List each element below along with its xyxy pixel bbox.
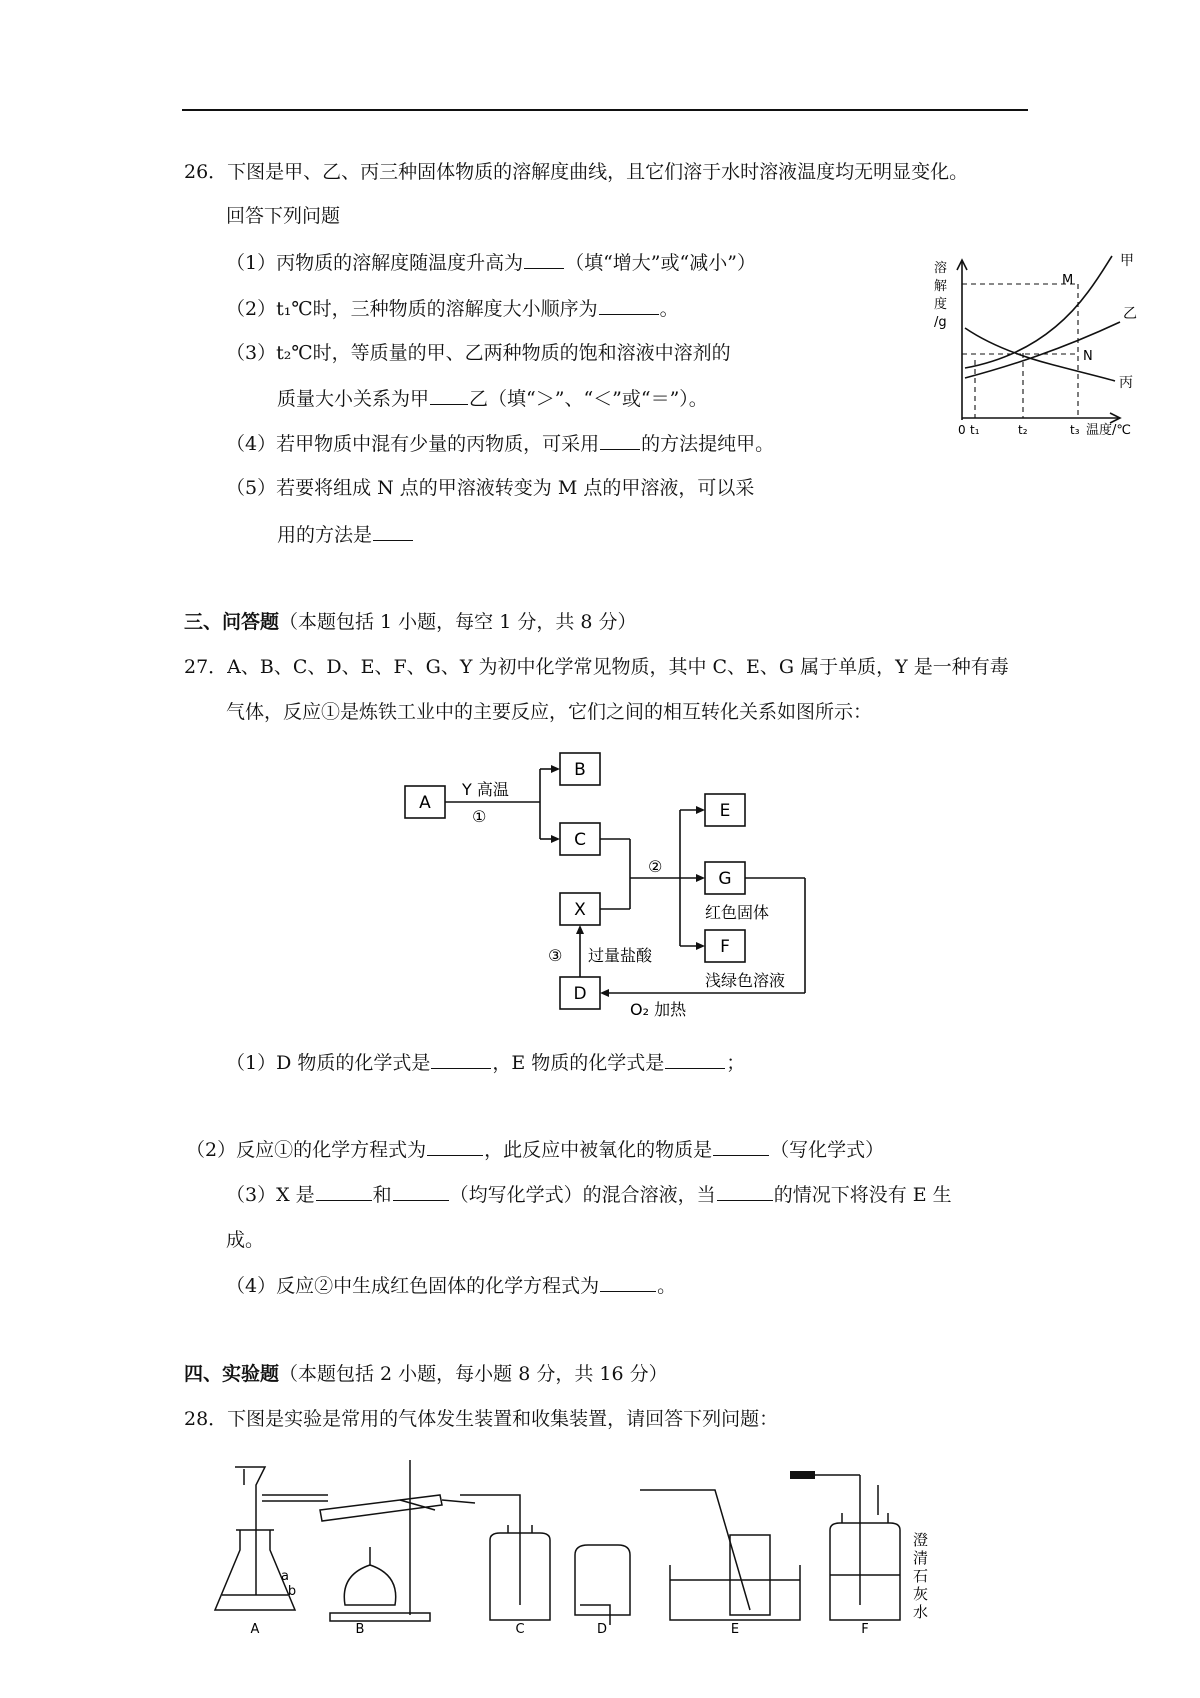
q28-stem: 28．下图是实验是常用的气体发生装置和收集装置，请回答下列问题： [184,1408,779,1430]
mark-b: b [287,1584,297,1599]
q26-part2: （2）t₁℃时，三种物质的溶解度大小顺序为 。 [226,298,679,320]
reaction-network-diagram [400,750,860,1040]
arrow1-condition: Y 高温 [462,780,509,799]
apparatus-label-e: E [730,1622,740,1635]
graph-y-label-4: /g [934,315,947,330]
f-note-char-1: 澄 [913,1531,929,1549]
graph-y-label-1: 溶 [934,261,948,276]
header-rule [182,109,1028,111]
answer-blank[interactable] [599,296,659,315]
q27-stem-line2: 气体，反应①是炼铁工业中的主要反应，它们之间的相互转化关系如图所示： [226,701,873,723]
box-d: D [573,984,587,1004]
q26-stem-line2: 回答下列问题 [226,205,341,227]
q26-part4: （4）若甲物质中混有少量的丙物质，可采用 的方法提纯甲。 [226,433,775,455]
graph-tick-t2: t₂ [1018,423,1028,435]
answer-blank[interactable] [717,1182,773,1201]
answer-blank[interactable] [427,1137,483,1156]
q27-part3-line2: 成。 [226,1229,265,1251]
graph-origin: 0 [958,423,966,435]
f-note-char-3: 石 [913,1567,929,1585]
curve-label-bing: 丙 [1119,375,1133,391]
section3-heading: 三、问答题（本题包括 1 小题，每空 1 分，共 8 分） [184,611,637,633]
graph-tick-t3: t₃ [1070,423,1080,435]
answer-blank[interactable] [600,1273,656,1292]
answer-blank[interactable] [393,1182,449,1201]
curve-label-jia: 甲 [1120,253,1134,269]
apparatus-label-f: F [861,1622,869,1635]
o2-heat-label: O₂ 加热 [630,1000,687,1019]
q26-stem-line1: 26．下图是甲、乙、丙三种固体物质的溶解度曲线，且它们溶于水时溶液温度均无明显变化。 [184,161,969,183]
graph-x-label: 温度/℃ [1086,423,1131,435]
curve-label-yi: 乙 [1123,306,1137,322]
f-note-char-5: 水 [913,1603,929,1621]
box-a: A [419,793,431,813]
apparatus-label-b: B [355,1622,365,1635]
box-g: G [718,869,732,889]
reaction3-number: ③ [548,946,563,965]
q27-stem-line1: 27．A、B、C、D、E、F、G、Y 为初中化学常见物质，其中 C、E、G 属于单质，Y 是一种有毒 [184,656,1009,678]
q27-part3-line1: （3）X 是 和 （均写化学式）的混合溶液，当 的情况下将没有 E 生 [226,1184,952,1206]
q26-part1: （1）丙物质的溶解度随温度升高为 （填“增大”或“减小”） [226,252,756,274]
answer-blank[interactable] [524,250,564,269]
graph-y-label-2: 解 [934,279,948,294]
reaction2-number: ② [648,857,663,876]
answer-blank[interactable] [316,1182,372,1201]
box-f: F [720,937,730,957]
box-b: B [574,760,586,780]
q27-part1: （1）D 物质的化学式是 ，E 物质的化学式是 ； [226,1052,746,1074]
apparatus-label-a: A [250,1622,260,1635]
f-note-char-4: 灰 [913,1585,929,1603]
answer-blank[interactable] [430,386,468,405]
f-note: 浅绿色溶液 [705,971,786,990]
q26-part3-line2: 质量大小关系为甲 乙（填“＞”、“＜”或“＝”）。 [277,388,708,410]
f-note-char-2: 清 [913,1549,929,1567]
reaction3-reagent: 过量盐酸 [588,946,653,965]
section4-heading: 四、实验题（本题包括 2 小题，每小题 8 分，共 16 分） [184,1363,668,1385]
graph-y-label-3: 度 [934,297,948,312]
answer-blank[interactable] [713,1137,769,1156]
g-note: 红色固体 [705,903,770,922]
apparatus-figure [210,1455,1040,1635]
point-label-m: M [1062,273,1074,288]
mark-a: a [281,1569,289,1584]
solubility-graph [920,250,1150,435]
q26-part3-line1: （3）t₂℃时，等质量的甲、乙两种物质的饱和溶液中溶剂的 [226,342,731,364]
box-c: C [574,830,586,850]
q26-part5-line2: 用的方法是 [277,522,414,547]
q26-part5-line1: （5）若要将组成 N 点的甲溶液转变为 M 点的甲溶液，可以采 [226,477,755,499]
arrow1-number: ① [472,807,487,826]
apparatus-label-d: D [596,1622,608,1635]
point-label-n: N [1083,349,1093,364]
answer-blank[interactable] [431,1050,491,1069]
answer-blank[interactable] [600,431,640,450]
q27-part4: （4）反应②中生成红色固体的化学方程式为 。 [226,1275,677,1297]
box-x: X [574,900,586,920]
apparatus-label-c: C [515,1622,525,1635]
box-e: E [719,801,731,821]
q27-part2: （2）反应①的化学方程式为 ，此反应中被氧化的物质是 （写化学式） [186,1139,885,1161]
answer-blank[interactable] [373,522,413,541]
graph-tick-t1: t₁ [970,423,980,435]
answer-blank[interactable] [665,1050,725,1069]
